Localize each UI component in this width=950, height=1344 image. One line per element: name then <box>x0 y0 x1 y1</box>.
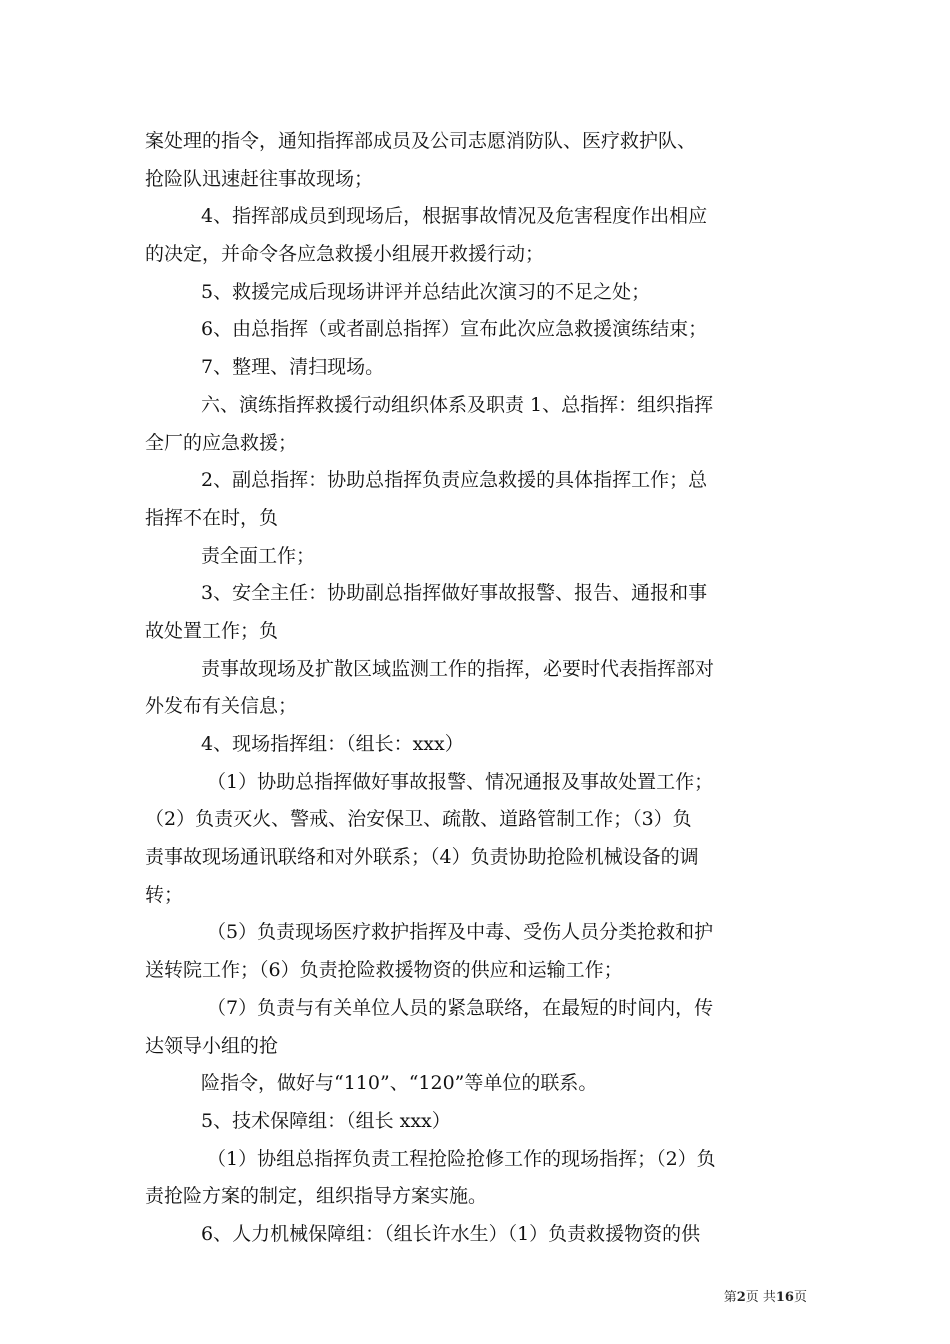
text-line: （2）负责灭火、警戒、治安保卫、疏散、道路管制工作；（3）负 <box>145 808 692 831</box>
footer-suffix: 页 <box>793 1290 807 1305</box>
text-line: 4、现场指挥组：（组长：xxx） <box>201 733 464 755</box>
text-line: 责全面工作； <box>201 544 316 567</box>
text-line: 6、人力机械保障组：（组长许水生）（1）负责救援物资的供 <box>201 1222 701 1245</box>
text-line: 全厂的应急救援； <box>145 431 298 454</box>
page-number-footer <box>724 1286 807 1305</box>
text-line: （1）协助总指挥做好事故报警、情况通报及事故处置工作； <box>207 770 714 793</box>
footer-prefix: 第 <box>723 1290 737 1305</box>
current-page-number: 2 <box>736 1290 746 1305</box>
text-line: 案处理的指令，通知指挥部成员及公司志愿消防队、医疗救护队、 <box>145 130 697 152</box>
text-line: 责事故现场通讯联络和对外联系；（4）负责协助抢险机械设备的调 <box>145 846 699 869</box>
text-line: （1）协组总指挥负责工程抢险抢修工作的现场指挥；（2）负 <box>207 1147 716 1170</box>
text-line: 责抢险方案的制定，组织指导方案实施。 <box>145 1185 488 1208</box>
text-line: 送转院工作；（6）负责抢险救援物资的供应和运输工作； <box>145 959 623 982</box>
text-line: 5、救援完成后现场讲评并总结此次演习的不足之处； <box>201 280 651 303</box>
total-pages-number: 16 <box>775 1290 794 1305</box>
footer-middle: 页 共 <box>745 1290 776 1305</box>
text-line: 达领导小组的抢 <box>145 1034 279 1057</box>
text-line: 的决定，并命令各应急救援小组展开救援行动； <box>145 243 545 266</box>
text-line: 险指令，做好与“110”、“120”等单位的联系。 <box>201 1072 598 1095</box>
text-line: 抢险队迅速赶往事故现场； <box>145 167 374 190</box>
text-line: （5）负责现场医疗救护指挥及中毒、受伤人员分类抢救和护 <box>207 921 714 944</box>
text-line: 5、技术保障组：（组长 xxx） <box>201 1109 451 1132</box>
text-line: （7）负责与有关单位人员的紧急联络，在最短的时间内，传 <box>207 996 714 1019</box>
text-line: 故处置工作；负 <box>145 619 279 642</box>
text-line: 3、安全主任：协助副总指挥做好事故报警、报告、通报和事 <box>201 582 708 605</box>
text-line: 6、由总指挥（或者副总指挥）宣布此次应急救援演练结束； <box>201 318 708 341</box>
text-line: 六、演练指挥救援行动组织体系及职责 1、总指挥：组织指挥 <box>201 393 714 416</box>
text-line: 2、副总指挥：协助总指挥负责应急救援的具体指挥工作；总 <box>201 469 708 492</box>
text-line: 责事故现场及扩散区域监测工作的指挥，必要时代表指挥部对 <box>201 657 715 680</box>
text-line: 4、指挥部成员到现场后，根据事故情况及危害程度作出相应 <box>201 205 708 228</box>
text-line: 转； <box>145 883 184 906</box>
text-line: 指挥不在时，负 <box>145 506 279 529</box>
text-line: 7、整理、清扫现场。 <box>201 356 385 379</box>
page-body <box>145 123 810 1254</box>
text-line: 外发布有关信息； <box>145 695 298 718</box>
